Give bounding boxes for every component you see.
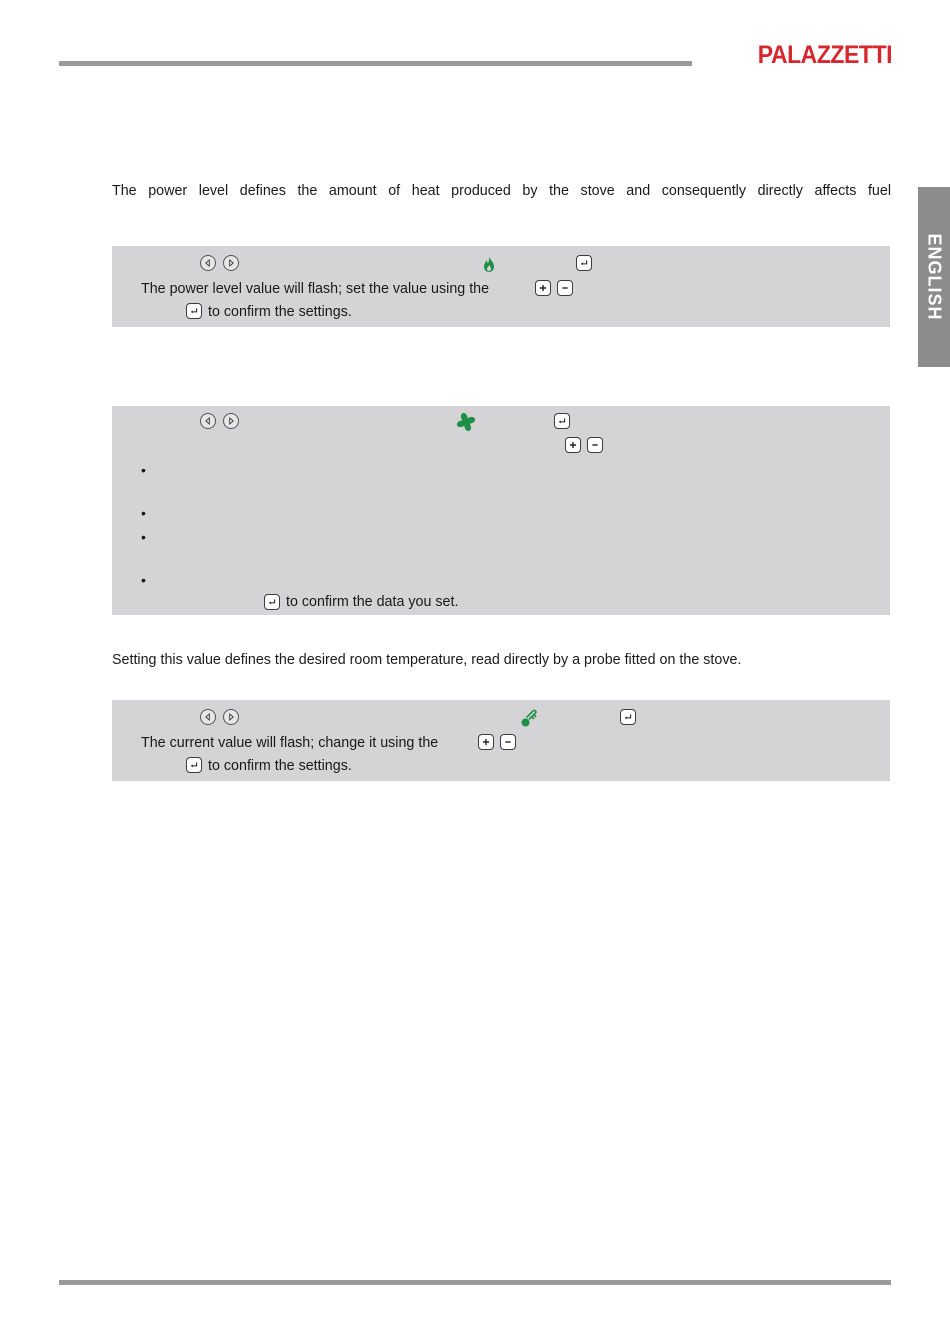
fan-instruction-box xyxy=(112,406,890,615)
enter-icon xyxy=(554,413,570,429)
flame-icon xyxy=(481,255,497,273)
minus-icon xyxy=(557,280,573,296)
left-arrow-icon xyxy=(200,413,216,429)
bullet-point: • xyxy=(141,505,146,521)
enter-icon xyxy=(264,594,280,610)
bullet-point: • xyxy=(141,572,146,588)
fan-line-last: to confirm the data you set. xyxy=(286,594,459,610)
enter-icon xyxy=(620,709,636,725)
temperature-instruction-box xyxy=(112,700,890,781)
plus-icon xyxy=(535,280,551,296)
thermometer-icon xyxy=(520,708,540,728)
temperature-intro-text: Setting this value defines the desired room temperature, read directly by a probe fitted on the stove. xyxy=(112,652,742,668)
enter-icon xyxy=(186,303,202,319)
bullet-point: • xyxy=(141,462,146,478)
language-tab xyxy=(918,187,950,367)
power-line-2: The power level value will flash; set the value using the xyxy=(141,281,490,297)
power-instruction-box xyxy=(112,246,890,327)
enter-icon xyxy=(576,255,592,271)
temp-line-2: The current value will flash; change it using the xyxy=(141,735,439,751)
bullet-point: • xyxy=(141,529,146,545)
enter-icon xyxy=(186,757,202,773)
language-tab-label: ENGLISH xyxy=(924,233,945,321)
plus-icon xyxy=(478,734,494,750)
minus-icon xyxy=(500,734,516,750)
right-arrow-icon xyxy=(223,255,239,271)
power-line-3: to confirm the settings. xyxy=(208,304,352,320)
right-arrow-icon xyxy=(223,709,239,725)
power-intro-text: The power level defines the amount of heat produced by the stove and consequently directly affects fuel xyxy=(112,183,891,199)
fan-icon xyxy=(456,412,476,432)
footer-rule xyxy=(59,1280,891,1285)
left-arrow-icon xyxy=(200,709,216,725)
minus-icon xyxy=(587,437,603,453)
header-rule xyxy=(59,61,692,66)
temp-line-3: to confirm the settings. xyxy=(208,758,352,774)
plus-icon xyxy=(565,437,581,453)
right-arrow-icon xyxy=(223,413,239,429)
left-arrow-icon xyxy=(200,255,216,271)
brand-logo: PALAZZETTI xyxy=(757,41,892,69)
